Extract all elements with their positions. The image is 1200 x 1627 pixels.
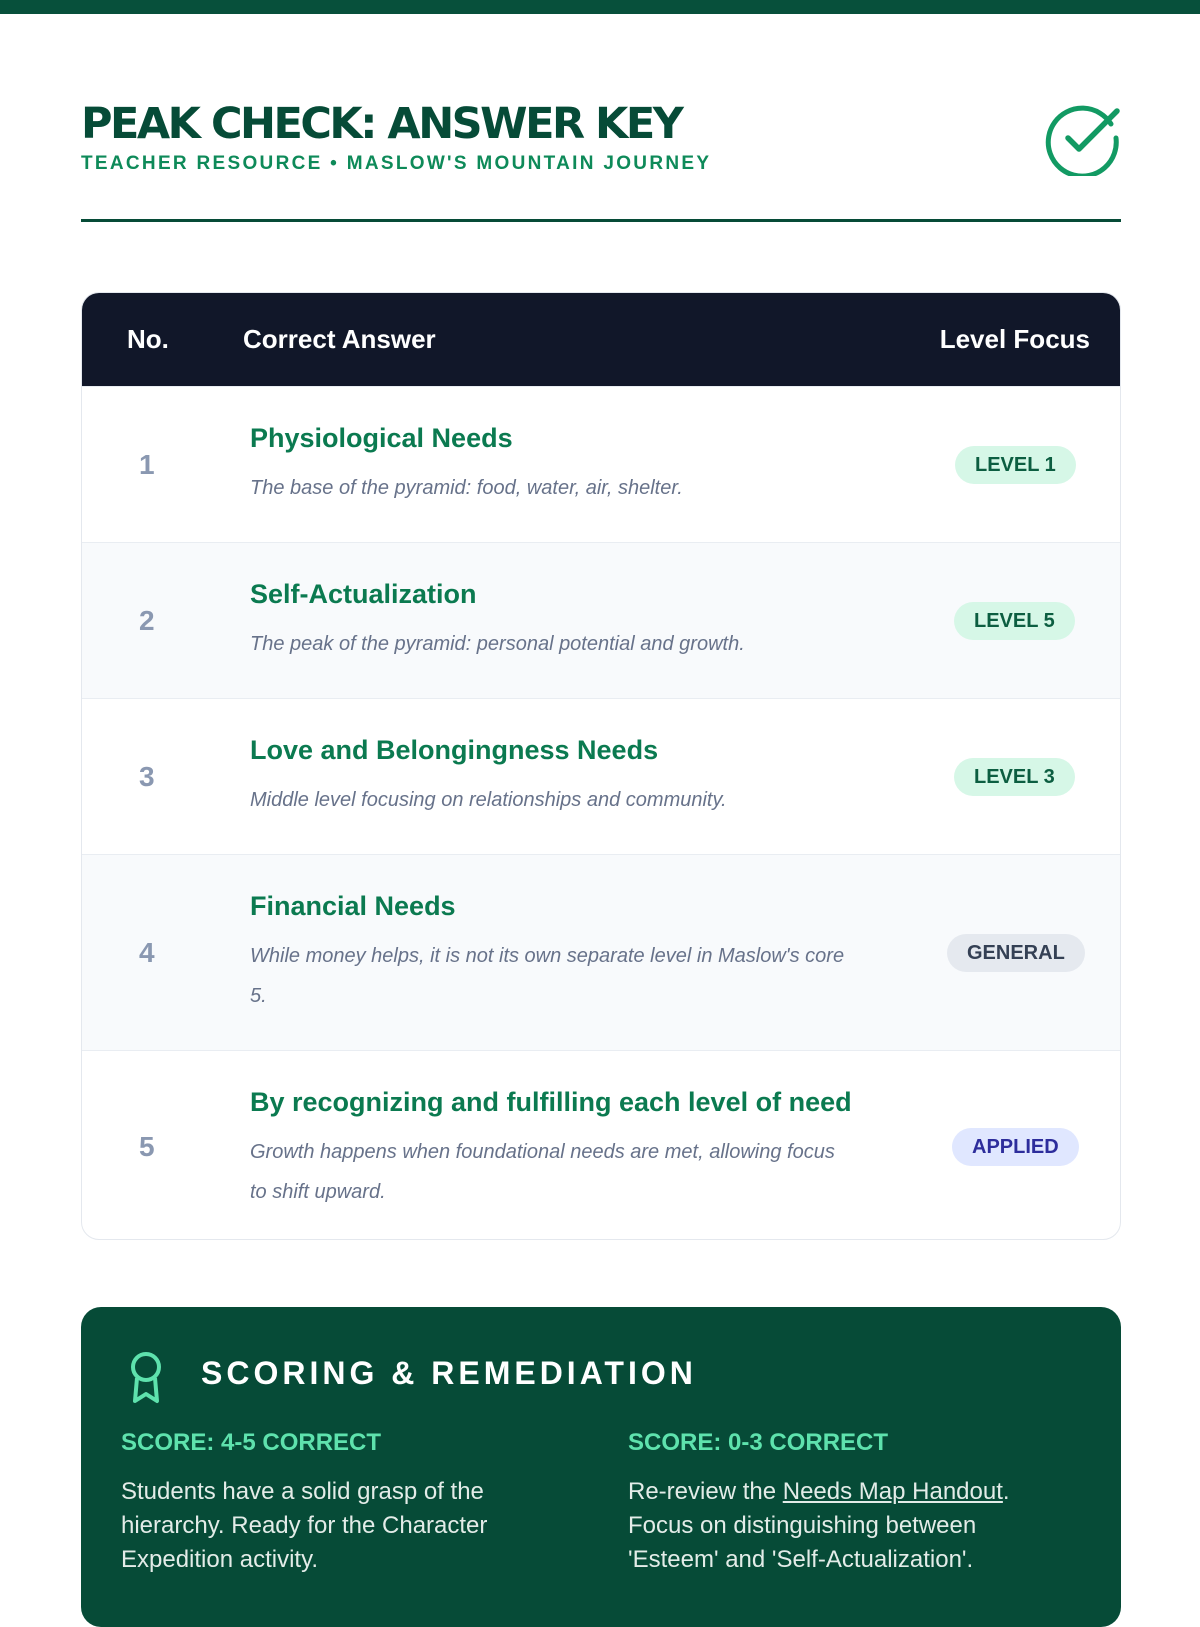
row-number: 2 — [139, 604, 155, 636]
level-badge: LEVEL 5 — [954, 602, 1075, 640]
column-header-level: Level Focus — [939, 324, 1090, 354]
column-header-answer: Correct Answer — [243, 324, 436, 354]
score-high-heading: SCORE: 4-5 CORRECT — [121, 1429, 382, 1456]
row-answer: Physiological Needs — [250, 423, 513, 453]
top-accent-bar — [0, 0, 1200, 14]
answer-key-table — [81, 292, 1121, 1240]
row-description: The base of the pyramid: food, water, air, shelter. — [250, 477, 683, 499]
page-title: PEAK CHECK: ANSWER KEY — [81, 99, 682, 149]
level-badge: LEVEL 1 — [955, 446, 1076, 484]
table-row — [82, 698, 1120, 854]
check-circle-icon — [1045, 100, 1121, 176]
score-low-text-after: . Focus on distinguishing between 'Esteem' and 'Self-Actualization'. — [628, 1478, 1010, 1573]
level-badge: APPLIED — [952, 1128, 1079, 1166]
table-row — [82, 854, 1120, 1050]
needs-map-handout-link[interactable]: Needs Map Handout — [782, 1478, 1003, 1505]
row-answer: By recognizing and fulfilling each level of need — [250, 1087, 852, 1117]
score-high-column — [121, 1429, 541, 1577]
table-row — [82, 386, 1120, 542]
header-divider — [81, 219, 1121, 222]
ribbon-award-icon — [125, 1349, 167, 1405]
level-badge: GENERAL — [947, 934, 1085, 972]
column-header-no: No. — [127, 324, 169, 354]
row-answer: Self-Actualization — [250, 579, 477, 609]
row-description: Middle level focusing on relationships and community. — [250, 789, 727, 811]
scoring-title: SCORING & REMEDIATION — [201, 1355, 697, 1391]
table-row — [82, 1050, 1120, 1240]
score-high-text: Students have a solid grasp of the hierarchy. Ready for the Character Expedition activity. — [121, 1478, 488, 1573]
table-row — [82, 542, 1120, 698]
row-number: 4 — [139, 936, 155, 968]
page-header — [81, 96, 1121, 176]
score-low-heading: SCORE: 0-3 CORRECT — [628, 1429, 889, 1456]
score-low-text — [628, 1475, 1048, 1577]
row-number: 3 — [139, 760, 155, 792]
scoring-panel — [81, 1307, 1121, 1627]
score-low-column — [628, 1429, 1048, 1577]
level-badge: LEVEL 3 — [954, 758, 1075, 796]
score-low-text-before: Re-review the — [628, 1478, 783, 1505]
row-answer: Financial Needs — [250, 891, 456, 921]
row-description: While money helps, it is not its own separate level in Maslow's core 5. — [250, 945, 845, 1007]
row-answer: Love and Belongingness Needs — [250, 735, 659, 765]
row-description: Growth happens when foundational needs are met, allowing focus to shift upward. — [250, 1141, 835, 1203]
table-header-row — [82, 293, 1120, 386]
row-number: 5 — [139, 1130, 155, 1162]
row-number: 1 — [139, 448, 155, 480]
page-subtitle: TEACHER RESOURCE • MASLOW'S MOUNTAIN JOURNEY — [81, 153, 712, 174]
row-description: The peak of the pyramid: personal potential and growth. — [250, 633, 745, 655]
